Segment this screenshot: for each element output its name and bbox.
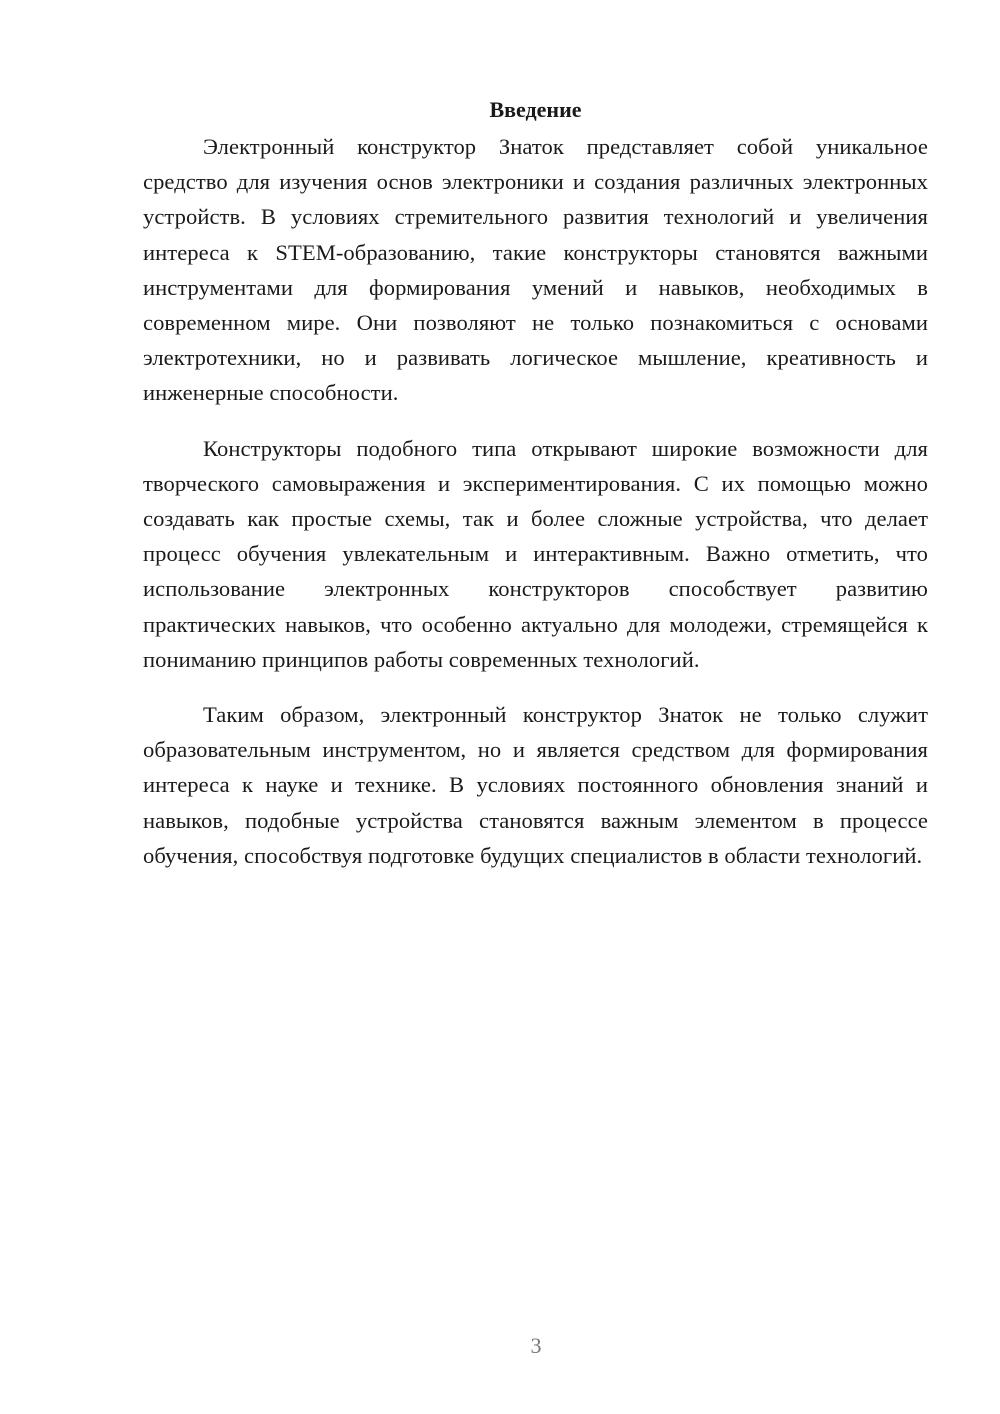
paragraph-2: Конструкторы подобного типа открывают широкие возможности для творческого самовыражения и экспериментирования. С их помощью можно создавать как простые схемы, так и более сложные устройства, что делает процесс обучения увлекательным и интерактивным. Важно отметить, что использование электронных конструкторов способствует развитию практических навыков, что особенно актуально для молодежи, стремящейся к пониманию принципов работы современных технологий. xyxy=(143,435,928,672)
section-heading: Введение xyxy=(489,97,582,122)
paragraph-1: Электронный конструктор Знаток представляет собой уникальное средство для изучения основ электроники и создания различных электронных устройств. В условиях стремительного развития технологий и увеличения интереса к STEM-образованию, такие конструкторы становятся важными инструментами для формирования умений и навыков, необходимых в современном мире. Они позволяют не только познакомиться с основами электротехники, но и развивать логическое мышление, креативность и инженерные способности. xyxy=(143,134,928,406)
paragraph-3: Таким образом, электронный конструктор Знаток не только служит образовательным инструментом, но и является средством для формирования интереса к науке и технике. В условиях постоянного обновления знаний и навыков, подобные устройства становятся важным элементом в процессе обучения, способствуя подготовке будущих специалистов в области технологий. xyxy=(143,702,928,868)
page-content xyxy=(143,92,928,893)
page-number: 3 xyxy=(530,1333,542,1358)
